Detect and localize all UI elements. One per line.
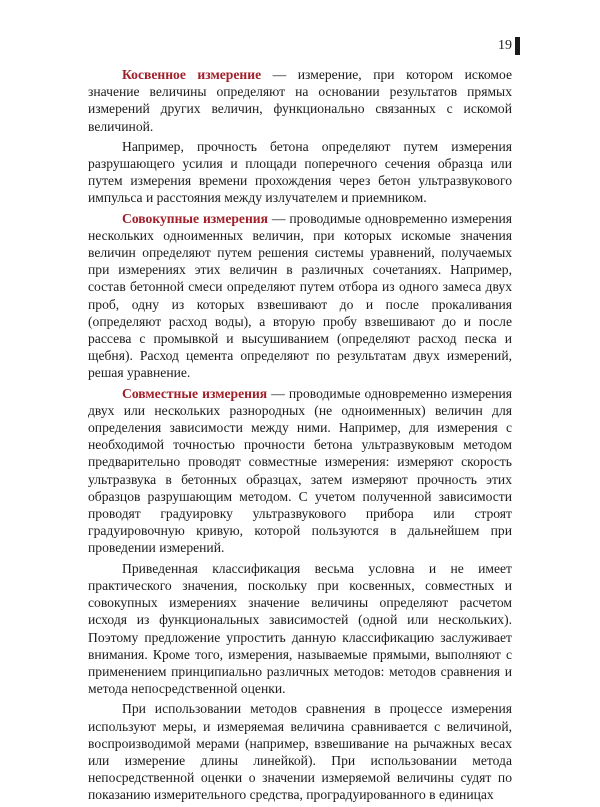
- paragraph-classification: [88, 560, 512, 698]
- paragraph-text: Приведенная классификация весьма условна и не имеет практического значения, поскольку при косвенных, совместных и совокупных измерениях значение величины определяют расчетом исходя из функциональных зависимостей (одной или нескольких). Поэтому предложение упростить данную классификацию заслуживает внимания. Кроме того, измерения, называемые прямыми, выполняют с применением принципиально различных методов: методов сравнения и метода непосредственной оценки.: [88, 560, 512, 697]
- body-text: [88, 66, 512, 807]
- paragraph-example-strength: [88, 138, 512, 207]
- paragraph-text: — измерение, при котором искомое значение величины определяют на основании результатов прямых измерений других величин, функционально связанных с искомой величиной.: [88, 67, 513, 134]
- paragraph-indirect-measurement: [88, 66, 512, 135]
- paragraph-text: — проводимые одновременно измерения нескольких одноименных величин, при которых искомые значения величин определяют путем решения системы уравнений, получаемых при измерениях этих величин в различных сочетаниях. Например, состав бетонной смеси определяют путем отбора из одного замеса двух проб, одну из которых взвешивают до и после прокаливания (определяют расход воды), а вторую пробу взвешивают до и после рассева с промывкой и высушиванием (определяют расход песка и щебня). Расход цемента определяют по результатам двух измерений, решая уравнение.: [88, 210, 512, 381]
- paragraph-comparison-methods: [88, 700, 512, 803]
- paragraph-text: Например, прочность бетона определяют путем измерения разрушающего усилия и площади поперечного сечения образца или путем измерения времени прохождения через бетон ультразвукового импульса и расстояния между излучателем и приемником.: [88, 138, 512, 206]
- page-number-marker: [515, 37, 520, 55]
- paragraph-joint-measurements: [88, 385, 512, 557]
- page-number: 19: [498, 38, 512, 53]
- paragraph-cumulative-measurements: [88, 210, 512, 382]
- term-indirect-measurement: Косвенное измерение: [122, 67, 262, 82]
- paragraph-text: При использовании методов сравнения в процессе измерения используют меры, и измеряемая величина сравнивается с величиной, воспроизводимой мерами (например, взвешивание на рычажных весах или измерение длины линейкой). При использовании метода непосредственной оценки о значении измеряемой величины судят по показанию измерительного средства, проградуированного в единицах: [88, 701, 512, 803]
- paragraph-text: — проводимые одновременно измерения двух или нескольких разнородных (не одноименных) величин для определения зависимости между ними. Например, для измерения с необходимой точностью прочности бетона ультразвуковым методом предварительно проводят совместные измерения: измеряют скорость ультразвука в бетонных образцах, затем измеряют прочность этих образцов разрушающим методом. С учетом полученной зависимости проводят градуировку ультразвукового прибора или строят градуировочную кривую, которой пользуются в дальнейшем при проведении измерений.: [88, 385, 512, 556]
- term-joint-measurements: Совместные измерения: [122, 385, 268, 401]
- term-cumulative-measurements: Совокупные измерения: [122, 210, 268, 226]
